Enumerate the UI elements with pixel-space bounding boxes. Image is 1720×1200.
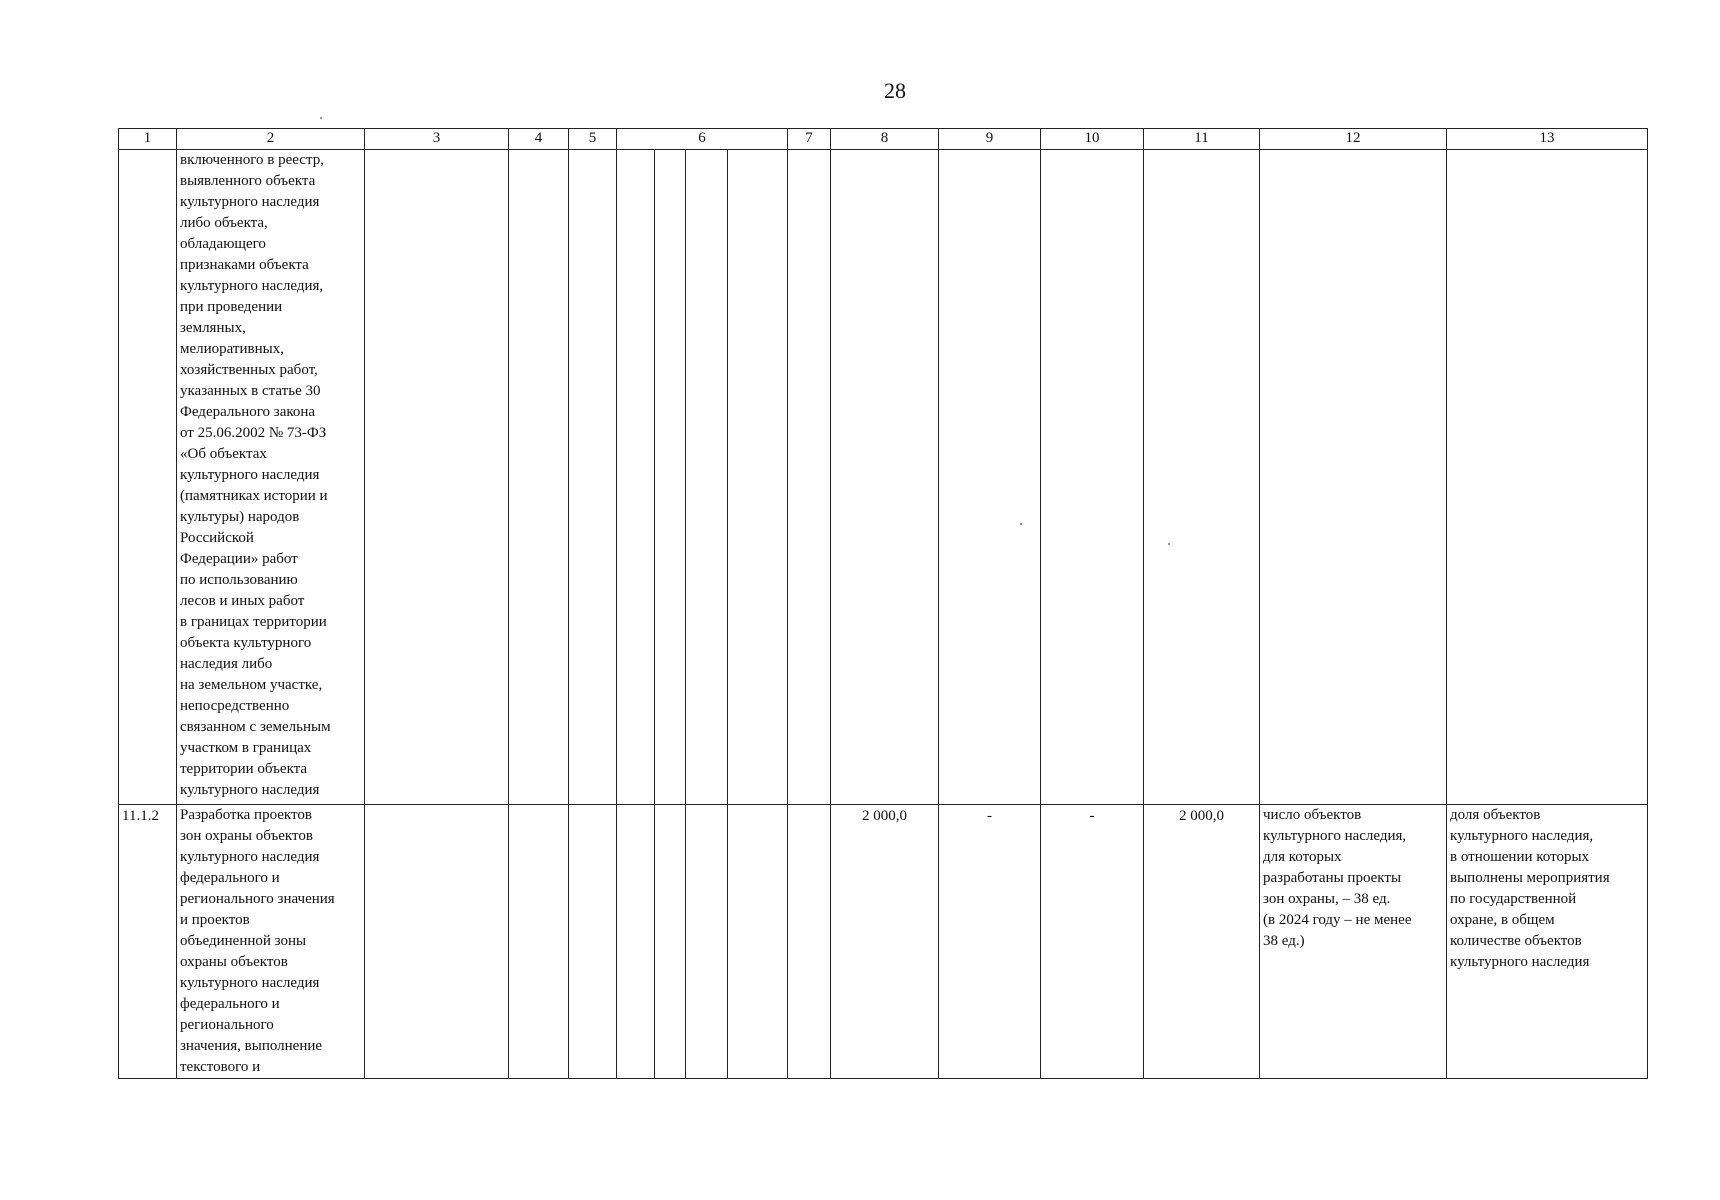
- table-row-continued: [119, 150, 1648, 805]
- cell-col4: [509, 805, 569, 1079]
- table-row-11-1-2: [119, 805, 1648, 1079]
- cell-col10: [1041, 805, 1144, 1079]
- cell-col9: [939, 150, 1041, 805]
- value-col8: 2 000,0: [862, 808, 907, 824]
- header-cell-10: 10: [1041, 129, 1144, 150]
- header-cell-13: 13: [1447, 129, 1648, 150]
- description-text: Разработка проектов зон охраны объектов культурного наследия федерального и регионального значения и проектов объединенной зоны охраны объектов культурного наследия федерального и регионального значения, выполнение текстового и: [180, 807, 335, 1075]
- value-col11: 2 000,0: [1179, 808, 1224, 824]
- description-text: включенного в реестр, выявленного объекта культурного наследия либо объекта, обладающего признаками объекта культурного наследия, при проведении земляных, мелиоративных, хозяйственных работ, указанных в статье 30 Федерального закона от 25.06.2002 № 73-ФЗ «Об объектах культурного наследия (памятниках истории и культуры) народов Российской Федерации» работ по использованию лесов и иных работ в границах территории объекта культурного наследия либо на земельном участке, непосредственно связанном с земельным участком в границах территории объекта культурного наследия: [180, 152, 331, 798]
- header-cell-6: 6: [617, 129, 788, 150]
- cell-col6d: [728, 805, 788, 1079]
- cell-col12: [1260, 805, 1447, 1079]
- header-cell-9: 9: [939, 129, 1041, 150]
- header-cell-1: 1: [119, 129, 177, 150]
- cell-col3: [365, 150, 509, 805]
- cell-col8: [831, 150, 939, 805]
- cell-col6c: [686, 805, 728, 1079]
- cell-col9: [939, 805, 1041, 1079]
- cell-col8: [831, 805, 939, 1079]
- header-cell-2: 2: [177, 129, 365, 150]
- header-cell-12: 12: [1260, 129, 1447, 150]
- cell-code: [119, 805, 177, 1079]
- cell-col6c: [686, 150, 728, 805]
- cell-description: [177, 150, 365, 805]
- value-col9: -: [987, 808, 992, 824]
- cell-col10: [1041, 150, 1144, 805]
- cell-col13: [1447, 150, 1648, 805]
- goal-indicator-text: доля объектов культурного наследия, в отношении которых выполнены мероприятия по государственной охране, в общем количестве объектов культурного наследия: [1450, 807, 1610, 970]
- cell-col4: [509, 150, 569, 805]
- cell-description: [177, 805, 365, 1079]
- cell-col6b: [655, 805, 686, 1079]
- value-col10: -: [1089, 808, 1095, 824]
- header-cell-4: 4: [509, 129, 569, 150]
- cell-col6a: [617, 805, 655, 1079]
- cell-col6d: [728, 150, 788, 805]
- cell-col5: [569, 150, 617, 805]
- page-number: 28: [884, 78, 906, 103]
- header-cell-3: 3: [365, 129, 509, 150]
- header-cell-11: 11: [1144, 129, 1260, 150]
- data-table: [118, 128, 1648, 1079]
- cell-col7: [788, 150, 831, 805]
- header-cell-5: 5: [569, 129, 617, 150]
- indicator-text: число объектов культурного наследия, для которых разработаны проекты зон охраны, – 38 ед. (в 2024 году – не менее 38 ед.): [1263, 807, 1412, 949]
- scan-speck: [320, 117, 322, 119]
- cell-col11: [1144, 150, 1260, 805]
- cell-col13: [1447, 805, 1648, 1079]
- header-row: [119, 129, 1648, 150]
- cell-code: [119, 150, 177, 805]
- cell-col12: [1260, 150, 1447, 805]
- header-cell-7: 7: [788, 129, 831, 150]
- cell-col7: [788, 805, 831, 1079]
- cell-col5: [569, 805, 617, 1079]
- row-code: 11.1.2: [122, 808, 159, 824]
- header-cell-8: 8: [831, 129, 939, 150]
- cell-col6b: [655, 150, 686, 805]
- cell-col3: [365, 805, 509, 1079]
- cell-col6a: [617, 150, 655, 805]
- cell-col11: [1144, 805, 1260, 1079]
